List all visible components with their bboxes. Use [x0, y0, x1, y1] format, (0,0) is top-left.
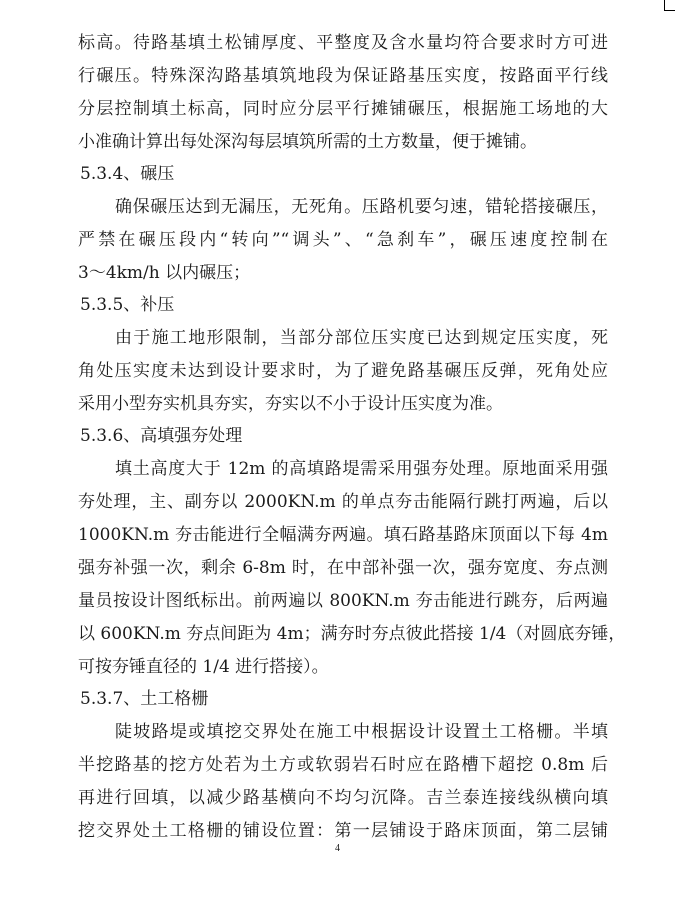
body-line: 采用小型夯实机具夯实，夯实以不小于设计压实度为准。: [78, 394, 503, 414]
body-line: 由于施工地形限制，当部分部位压实度已达到规定压实度，死: [115, 328, 608, 348]
body-line: 挖交界处土工格栅的铺设位置：第一层铺设于路床顶面，第二层铺: [78, 821, 608, 841]
body-line: 行碾压。特殊深沟路基填筑地段为保证路基压实度，按路面平行线: [78, 66, 608, 86]
body-line: 再进行回填，以减少路基横向不均匀沉降。吉兰泰连接线纵横向填: [78, 788, 608, 808]
page-corner-mark: [664, 0, 675, 11]
body-line: 陡坡路堤或填挖交界处在施工中根据设计设置土工格栅。半填: [115, 722, 608, 742]
body-line: 严禁在碾压段内“转向”“调头”、“急刹车”，碾压速度控制在: [78, 230, 608, 250]
body-line: 半挖路基的挖方处若为土方或软弱岩石时应在路槽下超挖 0.8m 后: [78, 755, 608, 775]
section-heading-5-3-6: 5.3.6、高填强夯处理: [80, 426, 243, 446]
body-line: 1000KN.m 夯击能进行全幅满夯两遍。填石路基路床顶面以下每 4m: [78, 525, 608, 545]
page-number: 4: [335, 843, 340, 854]
section-heading-5-3-4: 5.3.4、碾压: [80, 164, 175, 184]
body-line: 小准确计算出每处深沟每层填筑所需的土方数量，便于摊铺。: [78, 132, 537, 152]
body-line: 以 600KN.m 夯点间距为 4m；满夯时夯点彼此搭接 1/4（对圆底夯锤，: [78, 624, 626, 644]
section-heading-5-3-7: 5.3.7、土工格栅: [80, 689, 209, 709]
body-line: 量员按设计图纸标出。前两遍以 800KN.m 夯击能进行跳夯，后两遍: [78, 591, 608, 611]
body-line: 确保碾压达到无漏压，无死角。压路机要匀速，错轮搭接碾压，: [115, 197, 608, 217]
body-line: 可按夯锤直径的 1/4 进行搭接）。: [78, 657, 329, 677]
body-line: 夯处理，主、副夯以 2000KN.m 的单点夯击能隔行跳打两遍，后以: [78, 492, 608, 512]
body-line: 3～4km/h 以内碾压；: [78, 263, 251, 283]
body-line: 角处压实度未达到设计要求时，为了避免路基碾压反弹，死角处应: [78, 361, 608, 381]
body-line: 标高。待路基填土松铺厚度、平整度及含水量均符合要求时方可进: [78, 33, 608, 53]
body-line: 强夯补强一次，剩余 6-8m 时，在中部补强一次，强夯宽度、夯点测: [78, 558, 608, 578]
body-line: 填土高度大于 12m 的高填路堤需采用强夯处理。原地面采用强: [115, 459, 608, 479]
section-heading-5-3-5: 5.3.5、补压: [80, 295, 175, 315]
body-line: 分层控制填土标高，同时应分层平行摊铺碾压，根据施工场地的大: [78, 99, 608, 119]
